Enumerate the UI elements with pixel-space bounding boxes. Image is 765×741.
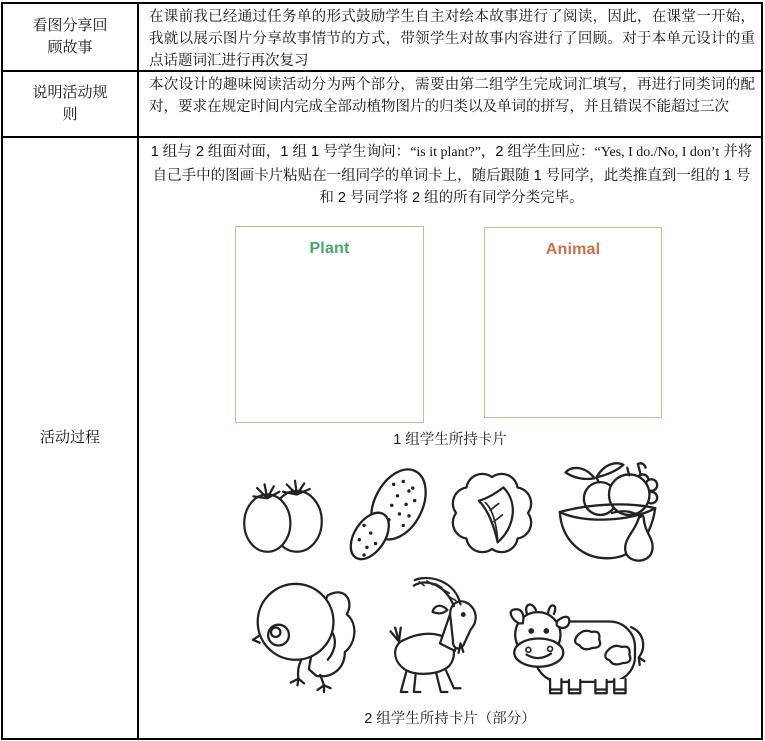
cow-drawing	[505, 597, 648, 697]
animal-cards-row	[139, 575, 761, 697]
process-paragraph	[147, 141, 756, 210]
row-label-text: 活动过程	[39, 429, 100, 446]
group2-cards-caption: 2 组学生所持卡片（部分）	[364, 711, 536, 727]
plant-card-label: Plant	[309, 240, 350, 257]
row-content-review-story	[139, 4, 761, 70]
row-label-activity-rules	[3, 72, 139, 136]
paragraph-cn-segment: 1 组与 2 组面对面，1 组 1 号学生询问：	[150, 144, 411, 160]
goat-drawing	[384, 575, 481, 697]
animal-card-box	[484, 227, 662, 418]
table-row-review-story	[3, 4, 761, 72]
row-content-activity-process	[139, 138, 761, 738]
row-content-activity-rules	[139, 72, 761, 136]
row-label-review-story	[3, 4, 139, 70]
content-text: 在课前我已经通过任务单的形式鼓励学生自主对绘本故事进行了阅读，因此，在课堂一开始，我就以展示图片分享故事情节的方式，带领学生对故事内容进行了回顾。对于本单元设计的重点话题词汇进行再次复习	[149, 9, 755, 69]
fruit-basket-drawing	[554, 456, 662, 570]
chick-drawing	[252, 577, 360, 697]
row-label-activity-process	[3, 138, 139, 738]
paragraph-en-segment: “is it plant?”	[410, 145, 481, 160]
table-row-activity-rules	[3, 72, 761, 138]
content-text: 本次设计的趣味阅读活动分为两个部分，需要由第二组学生完成词汇填写，再进行同类词的配对，要求在规定时间内完成全部动植物图片的归类以及单词的拼写，并且错误不能超过三次	[149, 77, 755, 115]
tomatoes-drawing	[238, 465, 328, 561]
plant-cards-row	[139, 456, 761, 570]
lesson-plan-table	[1, 2, 763, 740]
row-label-text: 看图分享回顾故事	[32, 17, 108, 56]
paragraph-cn-segment: 并将自己手中的图画卡片粘贴在一组同学的单词卡上，随后跟随 1 号同学，此类推直到一组的 1 号和 2 号同学将 2 组的所有同学分类完毕。	[152, 144, 753, 207]
animal-card-label: Animal	[545, 241, 601, 258]
cabbage-drawing	[446, 461, 538, 565]
group1-cards-caption: 1 组学生所持卡片	[393, 432, 507, 448]
paragraph-en-segment: “Yes, I do./No, I don’t	[594, 145, 720, 160]
table-row-activity-process	[3, 138, 761, 738]
row-label-text: 说明活动规则	[32, 84, 108, 123]
plant-card-box	[235, 226, 424, 423]
paragraph-cn-segment: ，2 组学生回应：	[480, 144, 595, 160]
potatoes-drawing	[344, 458, 430, 568]
